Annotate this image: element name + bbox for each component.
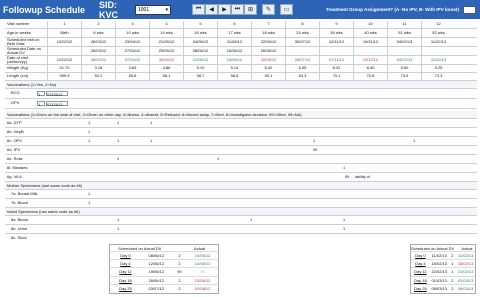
hepb-code-1: 1 <box>88 130 91 134</box>
opv-code[interactable]: 1 <box>37 101 45 106</box>
infant-blood-code-1: 1 <box>117 218 120 222</box>
treatment-assignment: Treatment Group Assignment? (A- No IPV, B- With IPV boost) <box>326 6 476 14</box>
infant-blood-row: 8a. Blood <box>5 216 477 225</box>
opv-code-1: 1 <box>88 139 91 143</box>
ipv-row: 6d. IPV <box>5 146 477 155</box>
record-navigation <box>192 4 257 15</box>
opv-code-4: 1 <box>313 139 316 143</box>
dtp-code-3: 1 <box>150 121 153 125</box>
new-record-button[interactable]: ⊞ <box>244 4 257 15</box>
sid-select[interactable]: 1001 ▾ <box>135 5 171 15</box>
date-of-visit-row: Date of visit (dd/mm/yy) 12/02/12 28/03/12 27/04/12 30/05/12 12/06/12 15/06/12 02/08/12 26/07/12 07/11/12 23/11/12 04/02/13 11/02/13 <box>5 56 477 65</box>
bcg-code[interactable]: 1 <box>37 91 45 96</box>
infant-specimens-section: Infant Specimens (use same code as #6) <box>5 208 477 216</box>
hepb-row: 6b. HepB <box>5 128 477 137</box>
next-record-button[interactable]: ▶ <box>218 4 231 15</box>
rota-code-2: 1 <box>217 157 220 161</box>
measles-row: 6f. Measles <box>5 164 477 173</box>
mother-blood-row: 7b. Blood <box>5 199 477 208</box>
weight-row: Weight (Kg) 01.70 3.18 3.83 4.86 5.19 5.14 5.42 6.05 8.32 8.40 9.60 9.25 <box>5 65 477 73</box>
stool-left-row: Day 4 12/06/12 2 14/06/12 <box>110 260 218 268</box>
stool-right-row: Day 0 11/02/13 2 11/02/13 <box>411 252 475 260</box>
rota-code-1: 1 <box>117 157 120 161</box>
opv-code-3: 1 <box>150 139 153 143</box>
header-bar <box>0 0 480 19</box>
followup-grid <box>5 21 477 294</box>
mother-specimens-section: Mother Specimens (use same code as #6) <box>5 182 477 190</box>
stool-right-row: Day 4 15/02/13 1 18/02/13 <box>411 260 475 268</box>
visit-number-row: Visit number 1 2 3 4 5 6 7 8 9 10 11 12 <box>5 21 477 29</box>
opv-code-5: 1 <box>413 139 416 143</box>
vita-note: lability of <box>355 175 370 179</box>
bcg-row: BCG <box>5 89 477 99</box>
chevron-down-icon: ▾ <box>165 6 168 13</box>
dtp-row: 6a. DTP <box>5 119 477 128</box>
breast-milk-code: 1 <box>88 192 91 196</box>
opv-code-2: 1 <box>117 139 120 143</box>
stool-left-row: Day 11 19/06/12 99 / / <box>110 268 218 276</box>
previous-record-button[interactable]: ◀ <box>205 4 218 15</box>
edit-button[interactable]: ✎ <box>262 4 275 15</box>
vaccinations-yesno-section: Vaccinations (1=Yes, 2=No) <box>5 81 477 89</box>
bcg-date[interactable]: 07/03/12 <box>46 91 68 96</box>
scheduled-date-row: Scheduled Date on Actual DV 26/03/12 27/04/12 25/05/12 08/06/12 15/06/12 26/06/12 <box>5 47 477 56</box>
stool-right-row: Day 18 01/03/13 2 01/03/13 <box>411 277 475 285</box>
vita-code: 99 <box>345 175 350 179</box>
sid-label: SID: KVC <box>99 0 119 20</box>
scheduled-visit-row: Scheduled visit on Birth Date 12/02/12 26/03/12 23/04/12 21/05/12 04/06/12 11/06/12 22/06/12 30/07/12 12/11/12 19/11/12 04/02/13 11/02/13 <box>5 38 477 47</box>
ipv-code: 99 <box>313 148 318 152</box>
first-record-button[interactable]: ⏮ <box>192 4 205 15</box>
infant-urine-code-2: 1 <box>343 227 346 231</box>
assignment-input[interactable] <box>463 6 476 14</box>
dtp-code-1: 1 <box>88 121 91 125</box>
vaccinations-section: Vaccinations (1=Given on the date of visit, 2=Given on other day, 3=Illness, 4=Absent, 5=Refused, 6=Moved away, 7=Died, 8=Investigator decision, 99=Other, 99=NA) <box>5 111 477 119</box>
infant-blood-code-2: 1 <box>250 218 253 222</box>
stool-right-row: Day 25 08/03/13 2 08/03/13 <box>414 286 474 292</box>
infant-urine-code-1: 1 <box>117 227 120 231</box>
opv-date[interactable]: 07/03/12 <box>46 101 68 106</box>
opv-row: OPV <box>5 99 477 109</box>
infant-urine-row: 8b. Urine <box>5 225 477 234</box>
print-button[interactable]: ▭ <box>280 4 293 15</box>
opv-vaccine-row: 6c. OPV <box>5 137 477 146</box>
page-title: Followup Schedule <box>3 4 86 15</box>
breast-milk-row: 7a. Breast Milk <box>5 190 477 199</box>
vita-row: 6g. Vit A <box>5 173 477 182</box>
age-row: Age in weeks Birth 6 wks 10 wks 14 wks 16 wks 17 wks 18 wks 24 wks 39 wks 40 wks 51 wks 52 wks <box>5 29 477 38</box>
infant-blood-code-3: 1 <box>343 218 346 222</box>
last-record-button[interactable]: ⏭ <box>231 4 244 15</box>
stool-right-row: Day 11 22/02/13 1 21/02/13 <box>411 268 475 276</box>
stool-left-row: Day 18 26/06/12 2 13/06/12 <box>110 277 218 285</box>
stool-left-row: Day 25 03/07/12 2 02/08/12 <box>119 286 211 292</box>
stool-left-row: Day 0 08/06/12 2 10/06/12 <box>110 252 218 260</box>
measles-code: 1 <box>343 166 346 170</box>
stool-schedule-right: Scheduled on Actual DV Actual Day 0 11/02/13 2 11/02/13 Day 4 15/02/13 1 18/02/13 Day 11 22/02/13 1 21/02/13 Day 18 01/03/13 2 01/03/13 Day 25 08/03/13 2 08/03/13 <box>410 244 476 294</box>
infant-stool-row: 8c. Stool <box>11 235 27 241</box>
rota-row: 6e. Rota <box>5 155 477 164</box>
mother-blood-code: 1 <box>88 201 91 205</box>
stool-schedule-left: Scheduled on Actual DV Actual Day 0 08/06/12 2 10/06/12 Day 4 12/06/12 2 14/06/12 Day 11 19/06/12 99 / / Day 18 26/06/12 2 13/06/12 Day 25 03/07/12 2 02/08/12 <box>109 244 219 294</box>
dtp-code-2: 1 <box>117 121 120 125</box>
length-row: Length (cm) 999.9 52.2 55.8 58.1 58.7 58.5 59.1 63.3 70.1 70.8 73.5 73.3 <box>5 73 477 81</box>
